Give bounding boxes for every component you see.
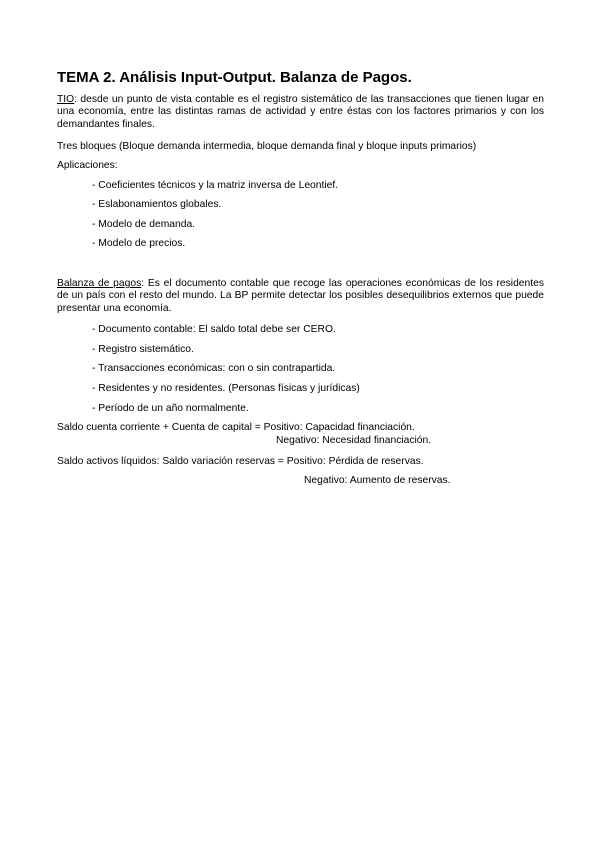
saldo-cuenta-negativo: Negativo: Necesidad financiación.: [276, 435, 432, 446]
balanza-term: Balanza de pagos: [57, 278, 142, 289]
page-title: TEMA 2. Análisis Input-Output. Balanza de Pagos.: [57, 69, 412, 86]
saldo-activos-negativo: Negativo: Aumento de reservas.: [304, 475, 451, 486]
aplicaciones-item: - Coeficientes técnicos y la matriz inversa de Leontief.: [92, 180, 339, 191]
balanza-item: - Documento contable: El saldo total debe ser CERO.: [92, 324, 336, 335]
balanza-item: - Transacciones económicas: con o sin contrapartida.: [92, 363, 336, 374]
tio-term: TIO: [57, 94, 75, 105]
aplicaciones-item: - Eslabonamientos globales.: [92, 199, 222, 210]
balanza-item: - Período de un año normalmente.: [92, 403, 249, 414]
saldo-activos-line: Saldo activos líquidos: Saldo variación reservas = Positivo: Pérdida de reservas.: [57, 456, 424, 467]
aplicaciones-item: - Modelo de demanda.: [92, 219, 196, 230]
balanza-paragraph: [57, 278, 544, 315]
aplicaciones-item: - Modelo de precios.: [92, 238, 186, 249]
balanza-item: - Residentes y no residentes. (Personas físicas y jurídicas): [92, 383, 360, 394]
balanza-definition: : Es el documento contable que recoge las operaciones económicas de los residentes de un país con el resto del mundo. La BP permite detectar los posibles desequilibrios externos que puede presentar una economía.: [57, 278, 544, 314]
tio-paragraph: [57, 94, 544, 131]
tres-bloques-line: Tres bloques (Bloque demanda intermedia, bloque demanda final y bloque inputs primarios): [57, 141, 477, 152]
saldo-cuenta-line: Saldo cuenta corriente + Cuenta de capital = Positivo: Capacidad financiación.: [57, 422, 415, 433]
tio-definition: : desde un punto de vista contable es el registro sistemático de las transacciones que tienen lugar en una economía, entre las distintas ramas de actividad y entre éstas con los factores primarios y con los demandantes finales.: [57, 94, 544, 130]
aplicaciones-heading: Aplicaciones:: [57, 160, 118, 171]
balanza-item: - Registro sistemático.: [92, 344, 194, 355]
